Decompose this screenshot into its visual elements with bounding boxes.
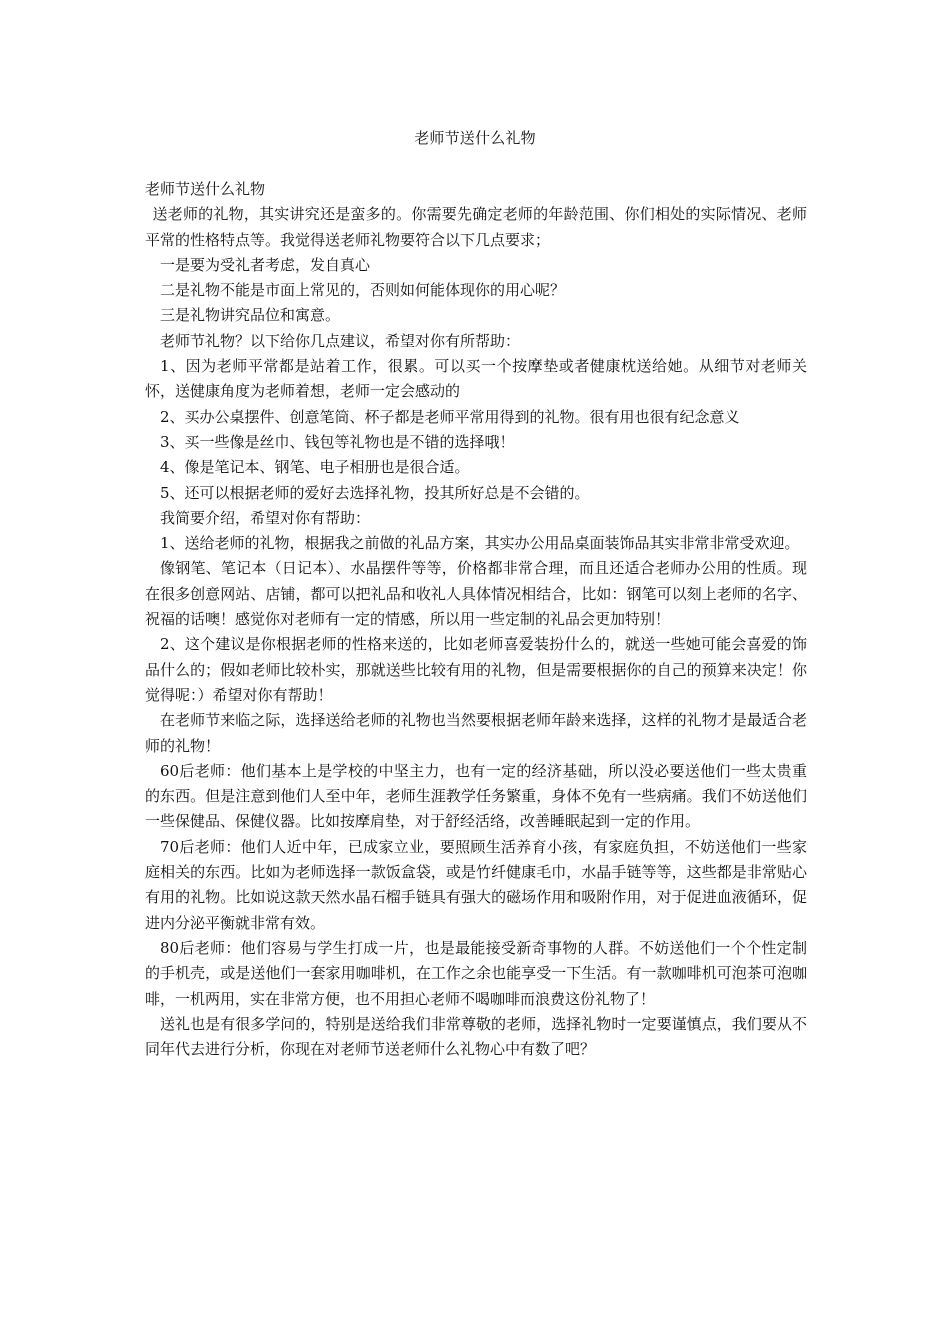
paragraph-intro: 送老师的礼物，其实讲究还是蛮多的。你需要先确定老师的年龄范围、你们相处的实际情况、老师平常的性格特点等。我觉得送老师礼物要符合以下几点要求； (145, 205, 807, 249)
suggestion-1: 1、因为老师平常都是站着工作，很累。可以买一个按摩垫或者健康枕送给她。从细节对老师关怀，送健康角度为老师着想，老师一定会感动的 (145, 357, 807, 401)
suggestion-2: 2、买办公桌摆件、创意笔筒、杯子都是老师平常用得到的礼物。很有用也很有纪念意义 (160, 407, 740, 426)
closing-paragraph: 送礼也是有很多学问的，特别是送给我们非常尊敬的老师，选择礼物时一定要谨慎点，我们要从不同年代去进行分析，你现在对老师节送老师什么礼物心中有数了吧？ (145, 1014, 807, 1059)
brief-point-2: 2、这个建议是你根据老师的性格来送的，比如老师喜爱装扮什么的，就送一些她可能会喜爱的饰品什么的；假如老师比较朴实，那就送些比较有用的礼物，但是需要根据你的自己的预算来决定！你觉得呢：）希望对你有帮助！ (145, 635, 807, 704)
section-heading: 老师节送什么礼物 (145, 180, 266, 198)
requirement-3: 三是礼物讲究品位和寓意。 (160, 306, 341, 325)
requirement-2: 二是礼物不能是市面上常见的，否则如何能体现你的用心呢？ (160, 281, 566, 300)
teacher-70s-paragraph: 70后老师：他们人近中年，已成家立业，要照顾生活养育小孩，有家庭负担，不妨送他们一些家庭相关的东西。比如为老师选择一款饭盒袋，或是竹纤健康毛巾，水晶手链等等，这些都是非常贴心有用的礼物。比如说这款天然水晶石榴手链具有强大的磁场作用和吸附作用，对于促进血液循环，促进内分泌平衡就非常有效。 (145, 837, 807, 932)
brief-intro-heading: 我简要介绍，希望对你有帮助： (160, 508, 371, 527)
document-body (145, 177, 807, 1062)
brief-point-1: 1、送给老师的礼物，根据我之前做的礼品方案，其实办公用品桌面装饰品其实非常非常受欢迎。 (160, 534, 800, 553)
suggestion-4: 4、像是笔记本、钢笔、电子相册也是很合适。 (160, 458, 470, 477)
age-intro-paragraph: 在老师节来临之际，选择送给老师的礼物也当然要根据老师年龄来选择，这样的礼物才是最适合老师的礼物！ (145, 711, 807, 755)
suggestion-heading: 老师节礼物？以下给你几点建议，希望对你有所帮助： (160, 331, 521, 350)
teacher-60s-paragraph: 60后老师：他们基本上是学校的中坚主力，也有一定的经济基础，所以没必要送他们一些太贵重的东西。但是注意到他们人至中年，老师生涯教学任务繁重，身体不免有一些病痛。我们不妨送他们一些保健品、保健仪器。比如按摩肩垫，对于舒经活络，改善睡眠起到一定的作用。 (145, 761, 807, 831)
document-title: 老师节送什么礼物 (414, 129, 536, 147)
teacher-80s-paragraph: 80后老师：他们容易与学生打成一片，也是最能接受新奇事物的人群。不妨送他们一个个性定制的手机壳，或是送他们一套家用咖啡机，在工作之余也能享受一下生活。有一款咖啡机可泡茶可泡咖啡，一机两用，实在非常方便，也不用担心老师不喝咖啡而浪费这份礼物了！ (145, 938, 807, 1008)
suggestion-5: 5、还可以根据老师的爱好去选择礼物，投其所好总是不会错的。 (160, 483, 590, 502)
brief-point-1-detail: 像钢笔、笔记本（日记本）、水晶摆件等等，价格都非常合理，而且还适合老师办公用的性质。现在很多创意网站、店铺，都可以把礼品和收礼人具体情况相结合，比如：钢笔可以刻上老师的名字、祝福的话噢！感觉你对老师有一定的情感，所以用一些定制的礼品会更加特别！ (145, 559, 807, 629)
suggestion-3: 3、买一些像是丝巾、钱包等礼物也是不错的选择哦！ (160, 432, 515, 451)
requirement-1: 一是要为受礼者考虑，发自真心 (160, 255, 371, 274)
